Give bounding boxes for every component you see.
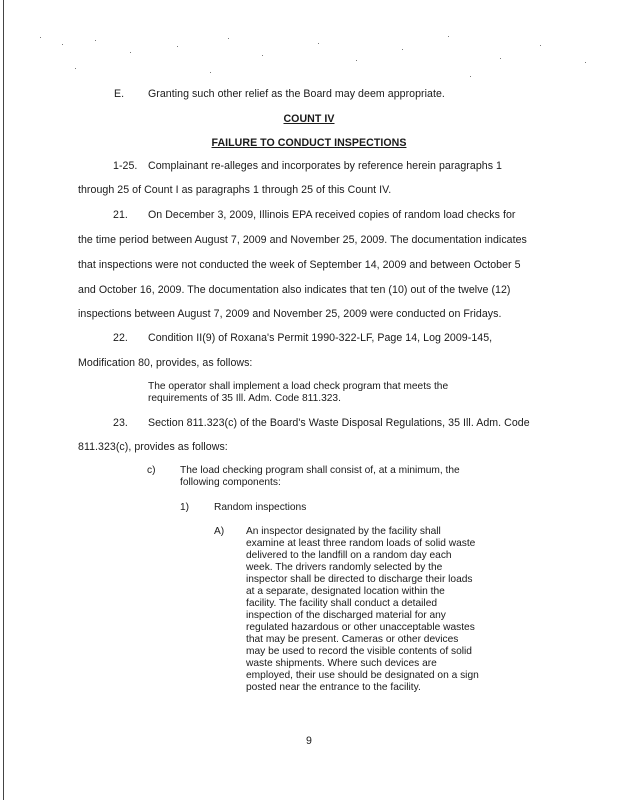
para-22-line-1: Condition II(9) of Roxana's Permit 1990-322-LF, Page 14, Log 2009-145, <box>148 332 493 344</box>
para-22-line-2: Modification 80, provides, as follows: <box>78 357 253 369</box>
para-22-number: 22. <box>113 332 128 344</box>
para-23-line-1: Section 811.323(c) of the Board's Waste Disposal Regulations, 35 Ill. Adm. Code <box>148 417 530 429</box>
a-text-line-14: posted near the entrance to the facility. <box>246 682 421 693</box>
a-text-line-2: examine at least three random loads of solid waste <box>246 538 476 549</box>
para-21-line-3: that inspections were not conducted the week of September 14, 2009 and between October 5 <box>78 259 521 271</box>
a-text-line-1: An inspector designated by the facility shall <box>246 526 441 537</box>
a-label: A) <box>214 526 225 537</box>
para-22-quote-line-2: requirements of 35 Ill. Adm. Code 811.323. <box>148 393 341 404</box>
para-21-line-2: the time period between August 7, 2009 and November 25, 2009. The documentation indicates <box>78 234 527 246</box>
para-1-25-line-2: through 25 of Count I as paragraphs 1 through 25 of this Count IV. <box>78 184 392 196</box>
a-text-line-7: facility. The facility shall conduct a detailed <box>246 598 438 609</box>
para-1-25-line-1: Complainant re-alleges and incorporates by reference herein paragraphs 1 <box>148 160 502 172</box>
item-e-text: Granting such other relief as the Board may deem appropriate. <box>148 88 445 100</box>
a-text-line-5: inspector shall be directed to discharge their loads <box>246 574 473 585</box>
a-text-line-9: regulated hazardous or other unacceptable wastes <box>246 622 475 633</box>
a-text-line-8: inspection of the discharged material for any <box>246 610 446 621</box>
item-e-letter: E. <box>114 88 125 100</box>
count-heading: COUNT IV <box>283 113 335 125</box>
para-21-line-4: and October 16, 2009. The documentation also indicates that ten (10) out of the twelve (12) <box>78 284 511 296</box>
a-text-line-4: week. The drivers randomly selected by the <box>246 562 443 573</box>
c-text-line-2: following components: <box>180 477 281 488</box>
para-22-quote-line-1: The operator shall implement a load check program that meets the <box>148 381 449 392</box>
a-text-line-11: may be used to record the visible contents of solid <box>246 646 472 657</box>
a-text-line-10: that may be present. Cameras or other devices <box>246 634 459 645</box>
a-text-line-13: employed, their use should be designated on a sign <box>246 670 479 681</box>
para-21-line-5: inspections between August 7, 2009 and November 25, 2009 were conducted on Fridays. <box>78 308 502 320</box>
page-number: 9 <box>306 735 312 747</box>
item-1-text: Random inspections <box>214 502 307 513</box>
a-text-line-6: at a separate, designated location within the <box>246 586 445 597</box>
c-label: c) <box>147 465 156 476</box>
a-text-line-12: waste shipments. Where such devices are <box>246 658 437 669</box>
para-1-25-number: 1-25. <box>113 160 138 172</box>
item-1-label: 1) <box>180 502 190 513</box>
section-heading: FAILURE TO CONDUCT INSPECTIONS <box>211 137 407 149</box>
c-text-line-1: The load checking program shall consist of, at a minimum, the <box>180 465 460 476</box>
para-21-line-1: On December 3, 2009, Illinois EPA received copies of random load checks for <box>148 209 516 221</box>
para-21-number: 21. <box>113 209 128 221</box>
para-23-line-2: 811.323(c), provides as follows: <box>78 441 228 453</box>
para-23-number: 23. <box>113 417 128 429</box>
a-text-line-3: delivered to the landfill on a random day each <box>246 550 452 561</box>
